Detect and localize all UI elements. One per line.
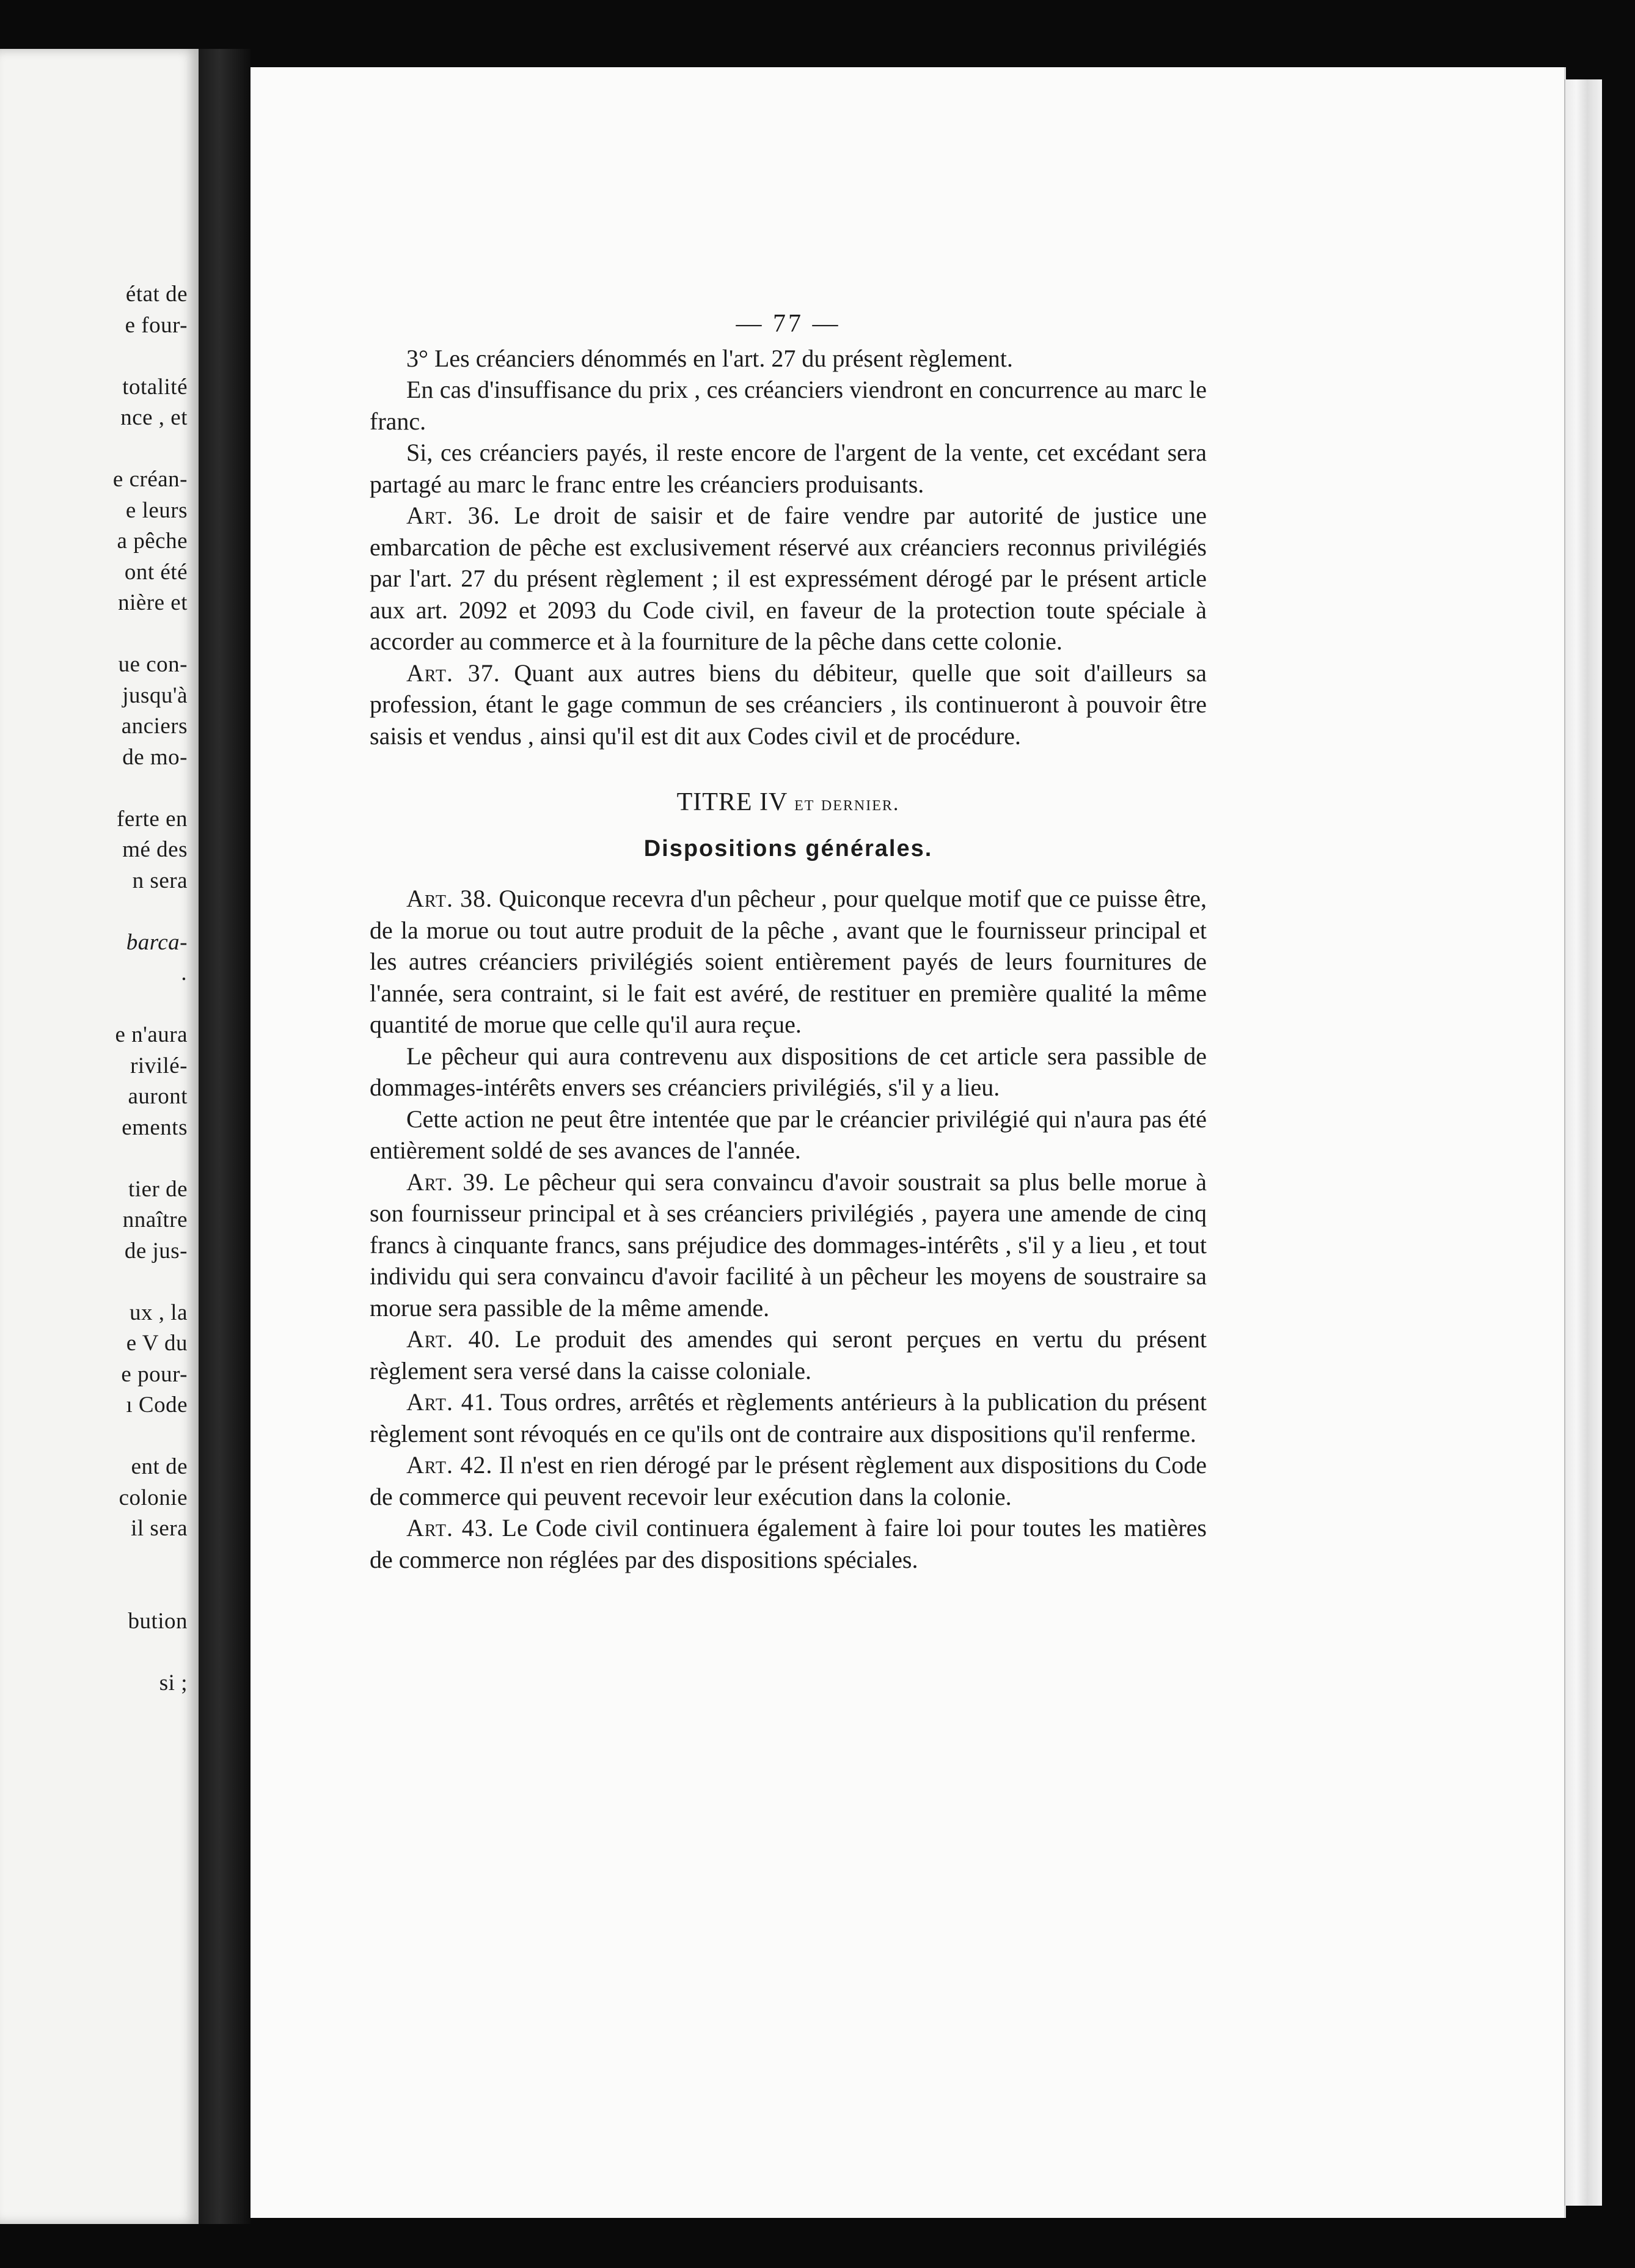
left-facing-page — [0, 49, 199, 2224]
left-page-line: ı Code — [126, 1392, 188, 1418]
article-text: Le produit des amendes qui seront perçues en vertu du présent règlement sera versé dans la caisse coloniale. — [370, 1325, 1207, 1385]
left-page-line: totalité — [122, 374, 188, 400]
left-page-line: e V du — [126, 1331, 188, 1356]
article-label: Art. 38. — [406, 885, 493, 912]
left-page-line: e créan- — [112, 467, 188, 492]
left-page-line: nière et — [118, 590, 188, 615]
left-page-line: de mo- — [122, 744, 188, 770]
article-38-paragraph-2: Le pêcheur qui aura contrevenu aux dispositions de cet article sera passible de dommages-intérêts envers ses créanciers privilégiés, s'il y a lieu. — [370, 1042, 1207, 1101]
left-page-line: nce , et — [120, 405, 188, 430]
left-page-line: e leurs — [125, 497, 188, 523]
left-page-line: ent de — [131, 1454, 188, 1479]
left-page-line: anciers — [121, 714, 188, 739]
book-gutter — [199, 49, 251, 2224]
page-text — [370, 309, 1207, 1575]
left-page-line: ue con- — [118, 652, 188, 677]
left-page-line: colonie — [119, 1485, 188, 1510]
left-page-line: il sera — [131, 1516, 188, 1541]
article-text: Le droit de saisir et de faire vendre par autorité de justice une embarcation de pêche est exclusivement réservé aux créanciers reconnus privilégiés par l'art. 27 du présent règlement ; il est expressément dérogé par le présent article aux art. 2092 et 2093 du Code civil, en faveur de la protection toute spéciale à accorder au commerce et à la fourniture de la pêche dans cette colonie. — [370, 502, 1207, 655]
article-38-paragraph-3: Cette action ne peut être intentée que par le créancier privilégié qui n'aura pas été entièrement soldé de ses avances de l'année. — [370, 1105, 1207, 1164]
left-page-line: e n'aura — [115, 1022, 188, 1047]
article-text: Quiconque recevra d'un pêcheur , pour quelque motif que ce puisse être, de la morue ou tout autre produit de la pêche , avant que le fournisseur principal et les autres créanciers privilégiés soient entièrement payés de leurs fournitures de l'année, sera contraint, si le fait est avéré, de restituer en première qualité la même quantité de morue que celle qu'il aura reçue. — [370, 885, 1207, 1038]
section-title — [370, 787, 1207, 820]
article-37 — [370, 657, 1207, 752]
left-page-line: nnaître — [122, 1207, 188, 1232]
left-page-line: n sera — [132, 868, 188, 893]
left-page-line: ements — [122, 1114, 188, 1140]
left-page-line: jusqu'à — [122, 682, 188, 708]
article-36 — [370, 500, 1207, 657]
article-text: Quant aux autres biens du débiteur, quelle que soit d'ailleurs sa profession, étant le gage commun de ses créanciers , ils continueront à pouvoir être saisis et vendus , ainsi qu'il est dit aux Codes civil et de procédure. — [370, 659, 1207, 750]
article-text: Le Code civil continuera également à faire loi pour toutes les matières de commerce non réglées par des dispositions spéciales. — [370, 1514, 1207, 1573]
article-label: Art. 41. — [406, 1388, 494, 1416]
intro-line-1: 3° Les créanciers dénommés en l'art. 27 du présent règlement. — [406, 344, 1013, 372]
section-title-main: TITRE IV — [676, 788, 788, 816]
page-number: — 77 — — [736, 310, 841, 338]
left-page-line: . — [181, 960, 188, 986]
article-label: Art. 40. — [406, 1325, 501, 1353]
article-42 — [370, 1449, 1207, 1512]
intro-line-3: Si, ces créanciers payés, il reste encore de l'argent de la vente, cet excédant sera partagé au marc le franc entre les créanciers produisants. — [370, 439, 1207, 498]
left-page-line: e pour- — [121, 1361, 188, 1387]
article-43 — [370, 1512, 1207, 1575]
article-label: Art. 36. — [406, 502, 500, 529]
left-page-line: e four- — [125, 312, 188, 338]
intro-line-2: En cas d'insuffisance du prix , ces créanciers viendront en concurrence au marc le franc. — [370, 376, 1207, 435]
section-subtitle: Dispositions générales. — [643, 835, 933, 861]
article-39 — [370, 1166, 1207, 1324]
left-page-line: rivilé- — [130, 1053, 188, 1078]
left-page-line: de jus- — [124, 1238, 188, 1264]
article-label: Art. 42. — [406, 1451, 493, 1479]
left-page-line: tier de — [128, 1176, 188, 1202]
article-label: Art. 43. — [406, 1514, 494, 1542]
left-page-line: auront — [128, 1084, 188, 1109]
left-page-line: si ; — [159, 1670, 188, 1696]
article-38 — [370, 883, 1207, 1041]
left-page-line: a pêche — [117, 529, 188, 554]
article-label: Art. 39. — [406, 1168, 496, 1196]
left-page-line: barca- — [126, 929, 188, 955]
page-stack-edge — [1564, 79, 1602, 2206]
left-page-line: état de — [125, 282, 188, 307]
article-41 — [370, 1386, 1207, 1449]
left-page-line: bution — [128, 1608, 188, 1634]
left-page-line: ont été — [124, 559, 188, 585]
left-page-line: mé des — [122, 837, 188, 862]
article-label: Art. 37. — [406, 659, 500, 687]
article-text: Tous ordres, arrêtés et règlements antérieurs à la publication du présent règlement sont révoqués en ce qu'ils ont de contraire aux dispositions qu'il renferme. — [370, 1388, 1207, 1447]
section-title-suffix: et dernier. — [794, 792, 900, 815]
article-40 — [370, 1323, 1207, 1386]
article-text: Le pêcheur qui sera convaincu d'avoir soustrait sa plus belle morue à son fournisseur principal et à ses créanciers privilégiés , payera une amende de cinq francs à cinquante francs, sans préjudice des dommages-intérêts , s'il y a lieu , et tout individu qui sera convaincu d'avoir facilité à un pêcheur les moyens de soustraire sa morue sera passible de la même amende. — [370, 1168, 1207, 1322]
article-text: Il n'est en rien dérogé par le présent règlement aux dispositions du Code de commerce qui peuvent recevoir leur exécution dans la colonie. — [370, 1451, 1207, 1510]
left-page-line: ux , la — [130, 1300, 188, 1325]
left-page-line: ferte en — [117, 806, 188, 832]
